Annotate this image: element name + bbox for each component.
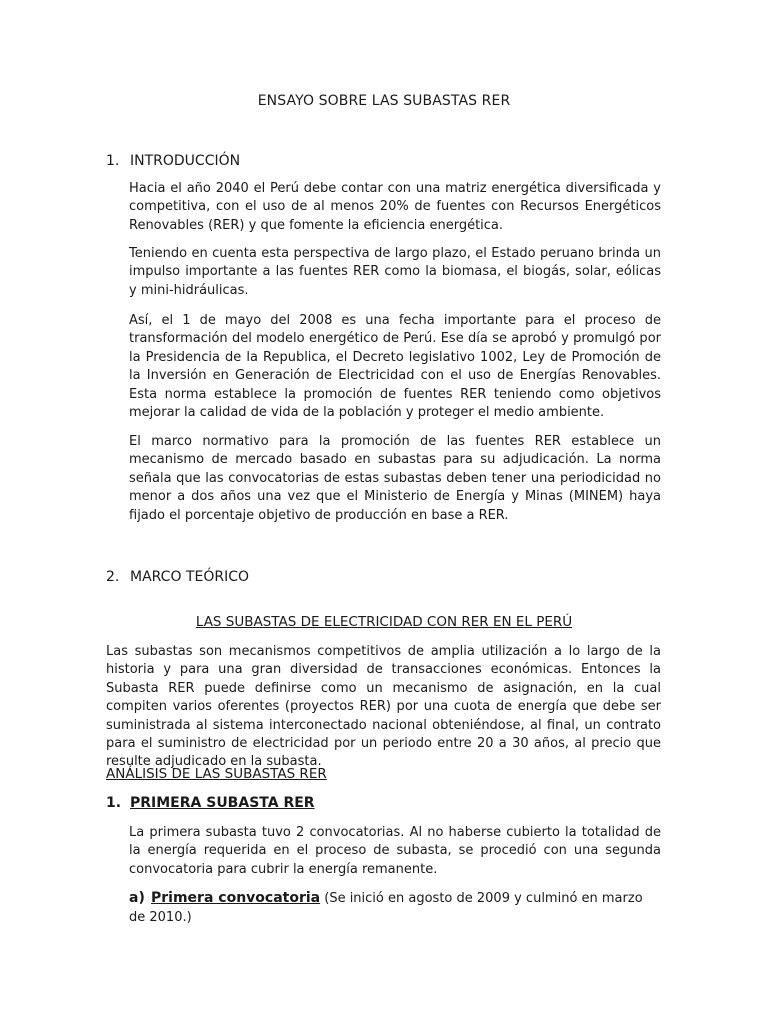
- document-title: ENSAYO SOBRE LAS SUBASTAS RER: [257, 93, 511, 109]
- intro-paragraph-3: Así, el 1 de mayo del 2008 es una fecha importante para el proceso de transformación del modelo energético de Perú. Ese día se aprobó y promulgó por la Presidencia de la Republica, el Decreto legislativo 1002, Ley de Promoción de la Inversión en Generación de Electricidad con el uso de Energías Renovables. Esta norma establece la promoción de fuentes RER teniendo como objetivos mejorar la calidad de vida de la población y proteger el medio ambiente.: [129, 313, 661, 421]
- first-auction-paragraph: La primera subasta tuvo 2 convocatorias. Al no haberse cubierto la totalidad de la energía requerida en el proceso de subasta, se procedió con una segunda convocatoria para cubrir la energía remanente.: [129, 825, 661, 877]
- section-2-title: MARCO TEÓRICO: [130, 569, 249, 585]
- marco-teorico-paragraph: Las subastas son mecanismos competitivos de amplia utilización a lo largo de la historia y para una gran diversidad de transacciones económicas. Entonces la Subasta RER puede definirse como un mecanismo de asignación, en la cual compiten varios oferentes (proyectos RER) por una cuota de energía que debe ser suministrada al sistema interconectado nacional obteniéndose, al final, un contrato para el suministro de electricidad por un periodo entre 20 a 30 años, al precio que resulte adjudicado en la subasta.: [106, 644, 661, 770]
- section-1-title: INTRODUCCIÓN: [130, 153, 241, 169]
- section-1-heading: [106, 153, 240, 169]
- first-call-label: Primera convocatoria: [151, 890, 321, 906]
- intro-paragraph-1: Hacia el año 2040 el Perú debe contar con una matriz energética diversificada y competitiva, con el uso de al menos 20% de fuentes con Recursos Energéticos Renovables (RER) y que fomente la eficiencia energética.: [129, 181, 661, 233]
- first-auction-title: PRIMERA SUBASTA RER: [130, 795, 315, 811]
- first-call-item: [129, 889, 661, 927]
- first-auction-number: 1.: [106, 795, 122, 811]
- section-2-number: 2.: [106, 569, 120, 585]
- intro-paragraph-2: Teniendo en cuenta esta perspectiva de largo plazo, el Estado peruano brinda un impulso importante a las fuentes RER como la biomasa, el biogás, solar, eólicas y mini-hidráulicas.: [129, 246, 661, 298]
- analysis-heading: ANÁLISIS DE LAS SUBASTAS RER: [106, 766, 327, 782]
- section-1-number: 1.: [106, 153, 120, 169]
- first-call-text: (Se inició en agosto de 2009 y culminó en marzo de 2010.): [129, 891, 643, 925]
- section-2-subtitle: LAS SUBASTAS DE ELECTRICIDAD CON RER EN EL PERÚ: [195, 614, 573, 630]
- first-call-marker: a): [129, 890, 145, 906]
- first-auction-heading: [106, 795, 315, 811]
- intro-paragraph-4: El marco normativo para la promoción de las fuentes RER establece un mecanismo de mercado basado en subastas para su adjudicación. La norma señala que las convocatorias de estas subastas deben tener una periodicidad no menor a dos años una vez que el Ministerio de Energía y Minas (MINEM) haya fijado el porcentaje objetivo de producción en base a RER.: [129, 434, 661, 523]
- section-2-heading: [106, 569, 249, 585]
